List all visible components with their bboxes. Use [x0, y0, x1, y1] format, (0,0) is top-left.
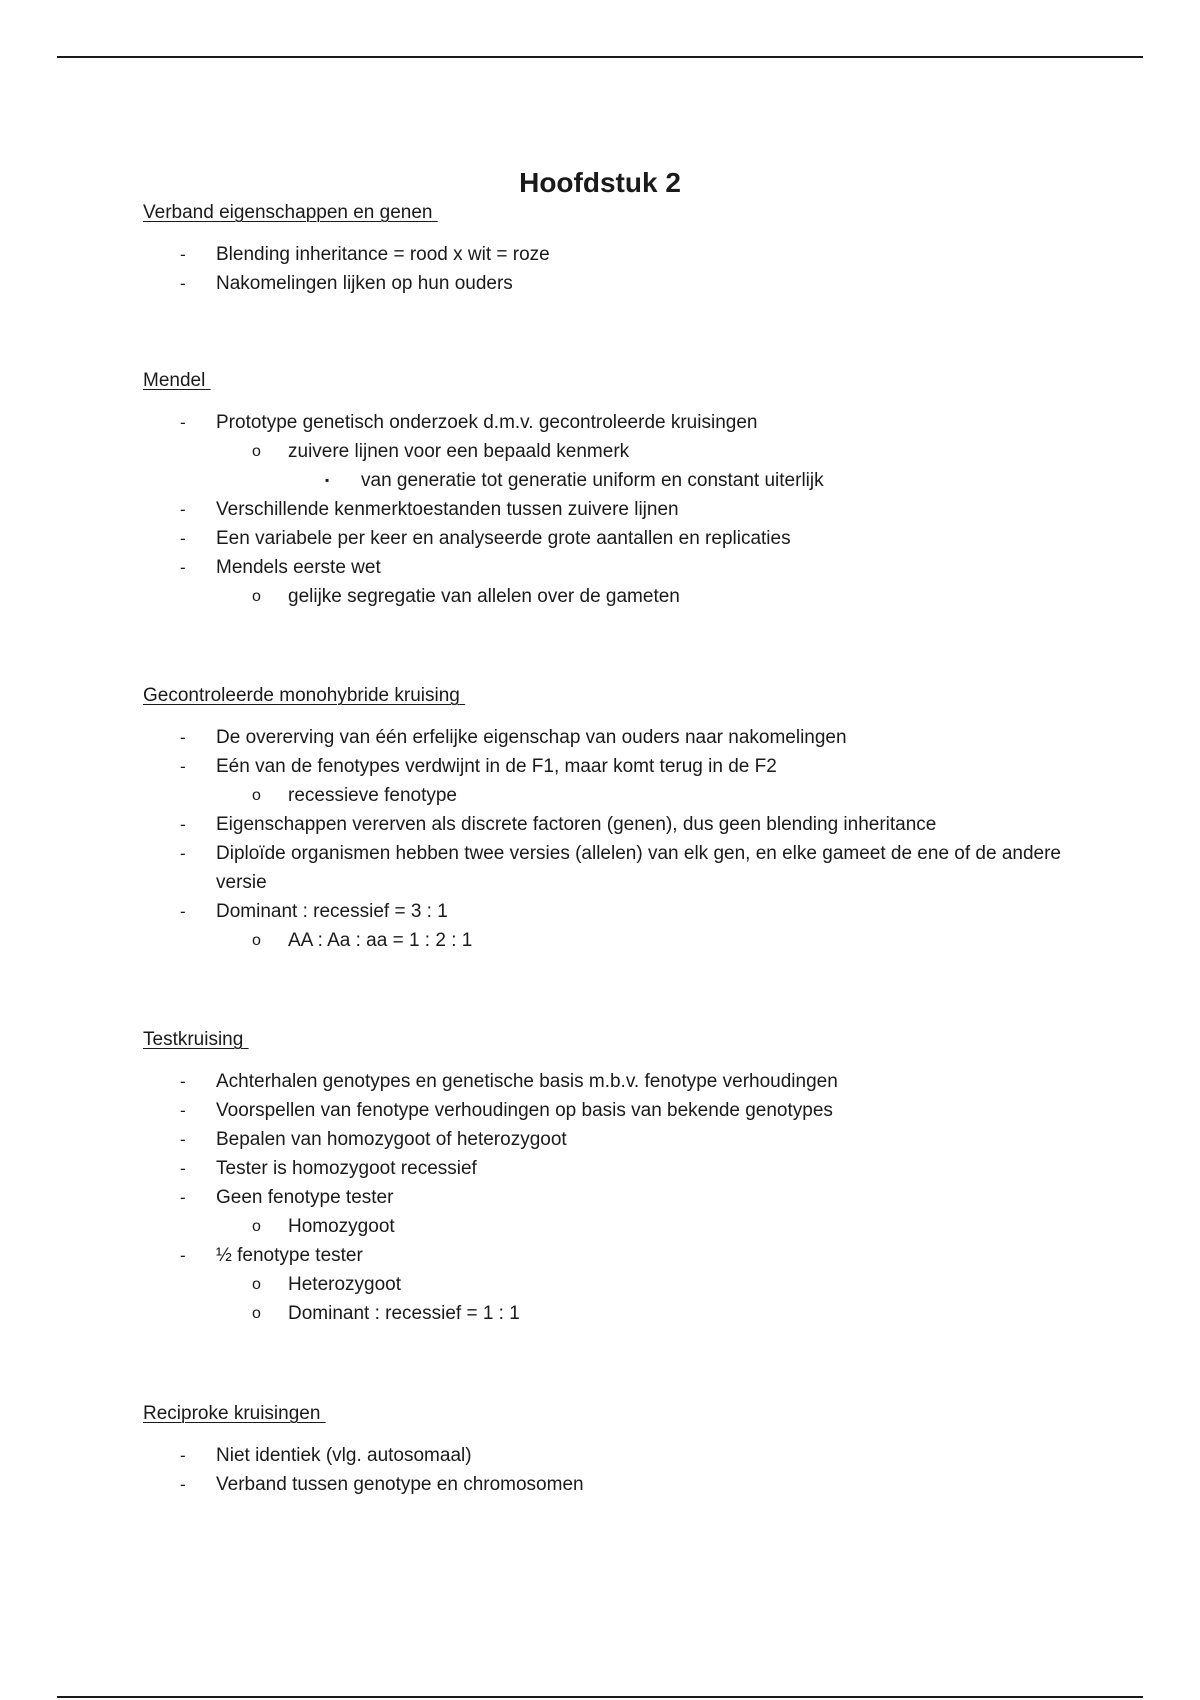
- dash-bullet-icon: -: [180, 815, 186, 834]
- list-item: ▪ van generatie tot generatie uniform en constant uiterlijk: [143, 466, 1063, 495]
- bullet-list: [143, 240, 1063, 298]
- list-item: - Nakomelingen lijken op hun ouders: [143, 269, 1063, 298]
- list-item: - Bepalen van homozygoot of heterozygoot: [143, 1125, 1063, 1154]
- list-item: o zuivere lijnen voor een bepaald kenmerk: [143, 437, 1063, 466]
- dash-bullet-icon: -: [180, 274, 186, 293]
- list-item: - Verschillende kenmerktoestanden tussen zuivere lijnen: [143, 495, 1063, 524]
- circle-bullet-icon: o: [252, 1218, 261, 1235]
- list-item: - Prototype genetisch onderzoek d.m.v. gecontroleerde kruisingen: [143, 408, 1063, 437]
- list-item: o Dominant : recessief = 1 : 1: [143, 1299, 1063, 1328]
- list-item: - Een variabele per keer en analyseerde grote aantallen en replicaties: [143, 524, 1063, 553]
- top-rule: [57, 56, 1143, 58]
- dash-bullet-icon: -: [180, 245, 186, 264]
- dash-bullet-icon: -: [180, 728, 186, 747]
- bullet-list: [143, 723, 1063, 955]
- list-item: - Eén van de fenotypes verdwijnt in de F1, maar komt terug in de F2: [143, 752, 1063, 781]
- circle-bullet-icon: o: [252, 1305, 261, 1322]
- bullet-list: [143, 1441, 1063, 1499]
- section-heading: Mendel: [143, 370, 206, 391]
- bullet-list: [143, 1067, 1063, 1328]
- list-item: - Geen fenotype tester: [143, 1183, 1063, 1212]
- list-item: o gelijke segregatie van allelen over de gameten: [143, 582, 1063, 611]
- section-testkruising: [143, 1027, 1063, 1328]
- list-item: o Homozygoot: [143, 1212, 1063, 1241]
- circle-bullet-icon: o: [252, 1276, 261, 1293]
- dash-bullet-icon: -: [180, 1072, 186, 1091]
- section-heading: Verband eigenschappen en genen: [143, 202, 433, 223]
- list-item: - Tester is homozygoot recessief: [143, 1154, 1063, 1183]
- section-mendel: [143, 368, 1063, 611]
- dash-bullet-icon: -: [180, 558, 186, 577]
- dash-bullet-icon: -: [180, 1159, 186, 1178]
- list-item: - Verband tussen genotype en chromosomen: [143, 1470, 1063, 1499]
- list-item: - Blending inheritance = rood x wit = roze: [143, 240, 1063, 269]
- section-heading: Reciproke kruisingen: [143, 1403, 321, 1424]
- dash-bullet-icon: -: [180, 1446, 186, 1465]
- dash-bullet-icon: -: [180, 529, 186, 548]
- dash-bullet-icon: -: [180, 413, 186, 432]
- list-item: - Niet identiek (vlg. autosomaal): [143, 1441, 1063, 1470]
- list-item: - Voorspellen van fenotype verhoudingen op basis van bekende genotypes: [143, 1096, 1063, 1125]
- list-item: - Achterhalen genotypes en genetische basis m.b.v. fenotype verhoudingen: [143, 1067, 1063, 1096]
- section-heading: Gecontroleerde monohybride kruising: [143, 685, 460, 706]
- dash-bullet-icon: -: [180, 1475, 186, 1494]
- section-heading: Testkruising: [143, 1029, 244, 1050]
- bullet-list: [143, 408, 1063, 611]
- dash-bullet-icon: -: [180, 757, 186, 776]
- dash-bullet-icon: -: [180, 902, 186, 921]
- bottom-rule: [57, 1696, 1143, 1698]
- dash-bullet-icon: -: [180, 1101, 186, 1120]
- list-item: - Diploïde organismen hebben twee versies (allelen) van elk gen, en elke gameet de ene of de andere versie: [143, 839, 1063, 897]
- square-bullet-icon: ▪: [325, 473, 330, 487]
- section-verband: [143, 200, 1063, 298]
- list-item: o recessieve fenotype: [143, 781, 1063, 810]
- circle-bullet-icon: o: [252, 932, 261, 949]
- dash-bullet-icon: -: [180, 1188, 186, 1207]
- dash-bullet-icon: -: [180, 1246, 186, 1265]
- page-title: Hoofdstuk 2: [519, 166, 681, 198]
- list-item: o Heterozygoot: [143, 1270, 1063, 1299]
- dash-bullet-icon: -: [180, 844, 186, 863]
- circle-bullet-icon: o: [252, 443, 261, 460]
- list-item: - ½ fenotype tester: [143, 1241, 1063, 1270]
- circle-bullet-icon: o: [252, 787, 261, 804]
- list-item: o AA : Aa : aa = 1 : 2 : 1: [143, 926, 1063, 955]
- circle-bullet-icon: o: [252, 588, 261, 605]
- section-reciproke: [143, 1401, 1063, 1499]
- list-item: - Dominant : recessief = 3 : 1: [143, 897, 1063, 926]
- list-item: - De overerving van één erfelijke eigenschap van ouders naar nakomelingen: [143, 723, 1063, 752]
- section-monohybride: [143, 683, 1063, 955]
- dash-bullet-icon: -: [180, 500, 186, 519]
- dash-bullet-icon: -: [180, 1130, 186, 1149]
- list-item: - Eigenschappen vererven als discrete factoren (genen), dus geen blending inheritance: [143, 810, 1063, 839]
- list-item: - Mendels eerste wet: [143, 553, 1063, 582]
